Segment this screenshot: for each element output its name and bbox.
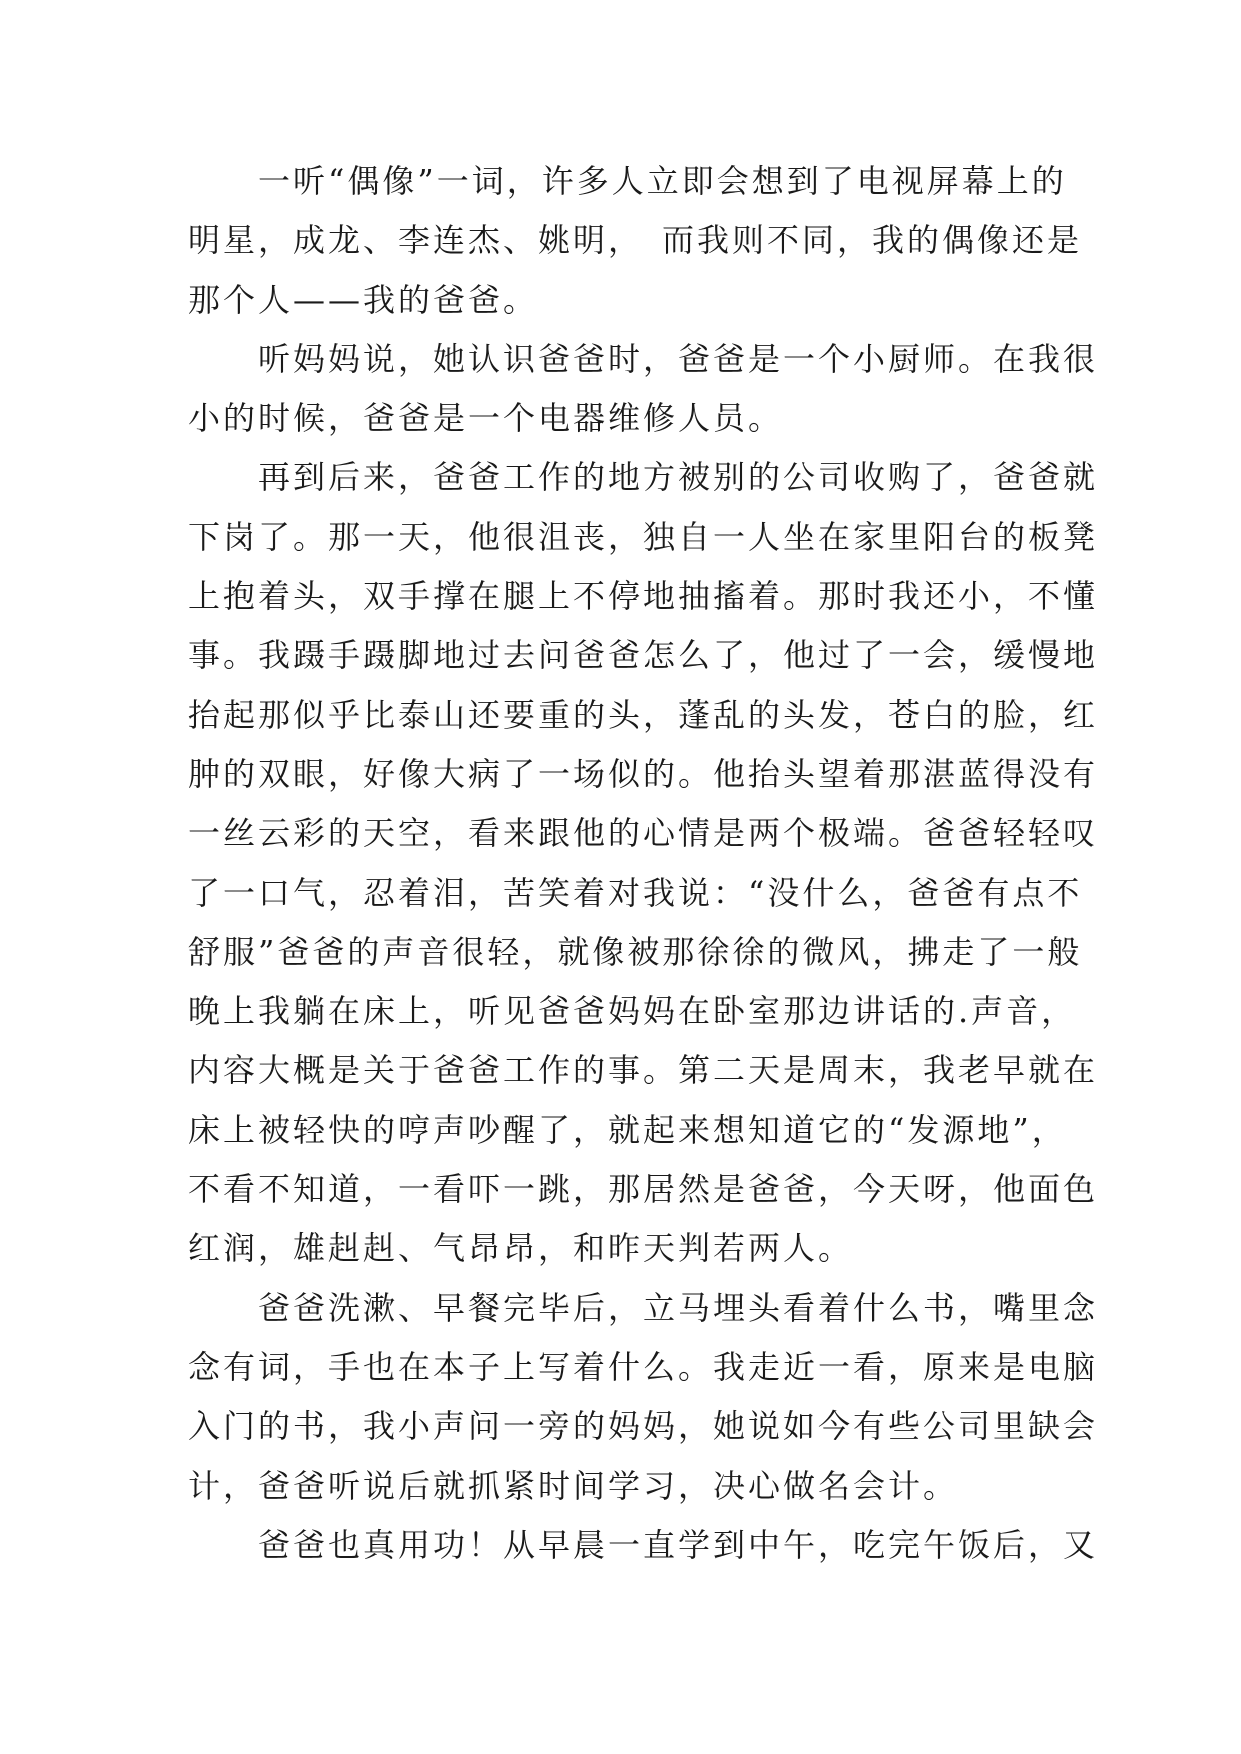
text-line: 了一口气，忍着泪，苦笑着对我说：“没什么，爸爸有点不 [188,873,1083,912]
text-line: 爸爸洗漱、早餐完毕后，立马埋头看着什么书，嘴里念 [258,1288,1099,1327]
text-line: 上抱着头，双手撑在腿上不停地抽搐着。那时我还小，不懂 [188,577,1099,616]
text-line: 下岗了。那一天，他很沮丧，独自一人坐在家里阳台的板凳 [188,517,1099,556]
text-line: 舒服”爸爸的声音很轻，就像被那徐徐的微风，拂走了一般 [188,932,1083,971]
paragraph-5 [188,1516,1099,1575]
text-line: 入门的书，我小声问一旁的妈妈，她说如今有些公司里缺会 [188,1407,1099,1446]
text-line: 听妈妈说，她认识爸爸时，爸爸是一个小厨师。在我很 [258,339,1099,378]
text-line: 一听“偶像”一词，许多人立即会想到了电视屏幕上的 [258,162,1067,200]
text-line: 肿的双眼，好像大病了一场似的。他抬头望着那湛蓝得没有 [188,754,1099,793]
document-body [188,152,1099,1575]
paragraph-4 [188,1279,1099,1516]
paragraph-3 [188,448,1099,1278]
text-line: 抬起那似乎比泰山还要重的头，蓬乱的头发，苍白的脸，红 [188,695,1099,734]
text-line: 床上被轻快的哼声吵醒了，就起来想知道它的“发源地”， [188,1110,1067,1149]
text-line: 事。我蹑手蹑脚地过去问爸爸怎么了，他过了一会，缓慢地 [188,636,1099,675]
text-line: 爸爸也真用功！从早晨一直学到中午，吃完午饭后，又 [258,1525,1099,1564]
text-line: 再到后来，爸爸工作的地方被别的公司收购了，爸爸就 [258,458,1099,497]
paragraph-1 [188,152,1083,330]
text-line: 那个人——我的爸爸。 [188,280,539,319]
text-line: 晚上我躺在床上，听见爸爸妈妈在卧室那边讲话的.声音， [188,992,1077,1031]
text-line: 不看不知道，一看吓一跳，那居然是爸爸，今天呀，他面色 [188,1170,1099,1209]
paragraph-2 [188,330,1099,449]
text-line: 念有词，手也在本子上写着什么。我走近一看，原来是电脑 [188,1347,1099,1386]
text-line: 一丝云彩的天空，看来跟他的心情是两个极端。爸爸轻轻叹 [188,814,1099,853]
text-line: 计，爸爸听说后就抓紧时间学习，决心做名会计。 [188,1466,959,1505]
text-line: 内容大概是关于爸爸工作的事。第二天是周末，我老早就在 [188,1051,1099,1090]
text-line: 小的时候，爸爸是一个电器维修人员。 [188,399,784,438]
text-line: 红润，雄赳赳、气昂昂，和昨天判若两人。 [188,1229,854,1268]
text-line: 明星，成龙、李连杰、姚明， 而我则不同，我的偶像还是 [188,221,1083,260]
